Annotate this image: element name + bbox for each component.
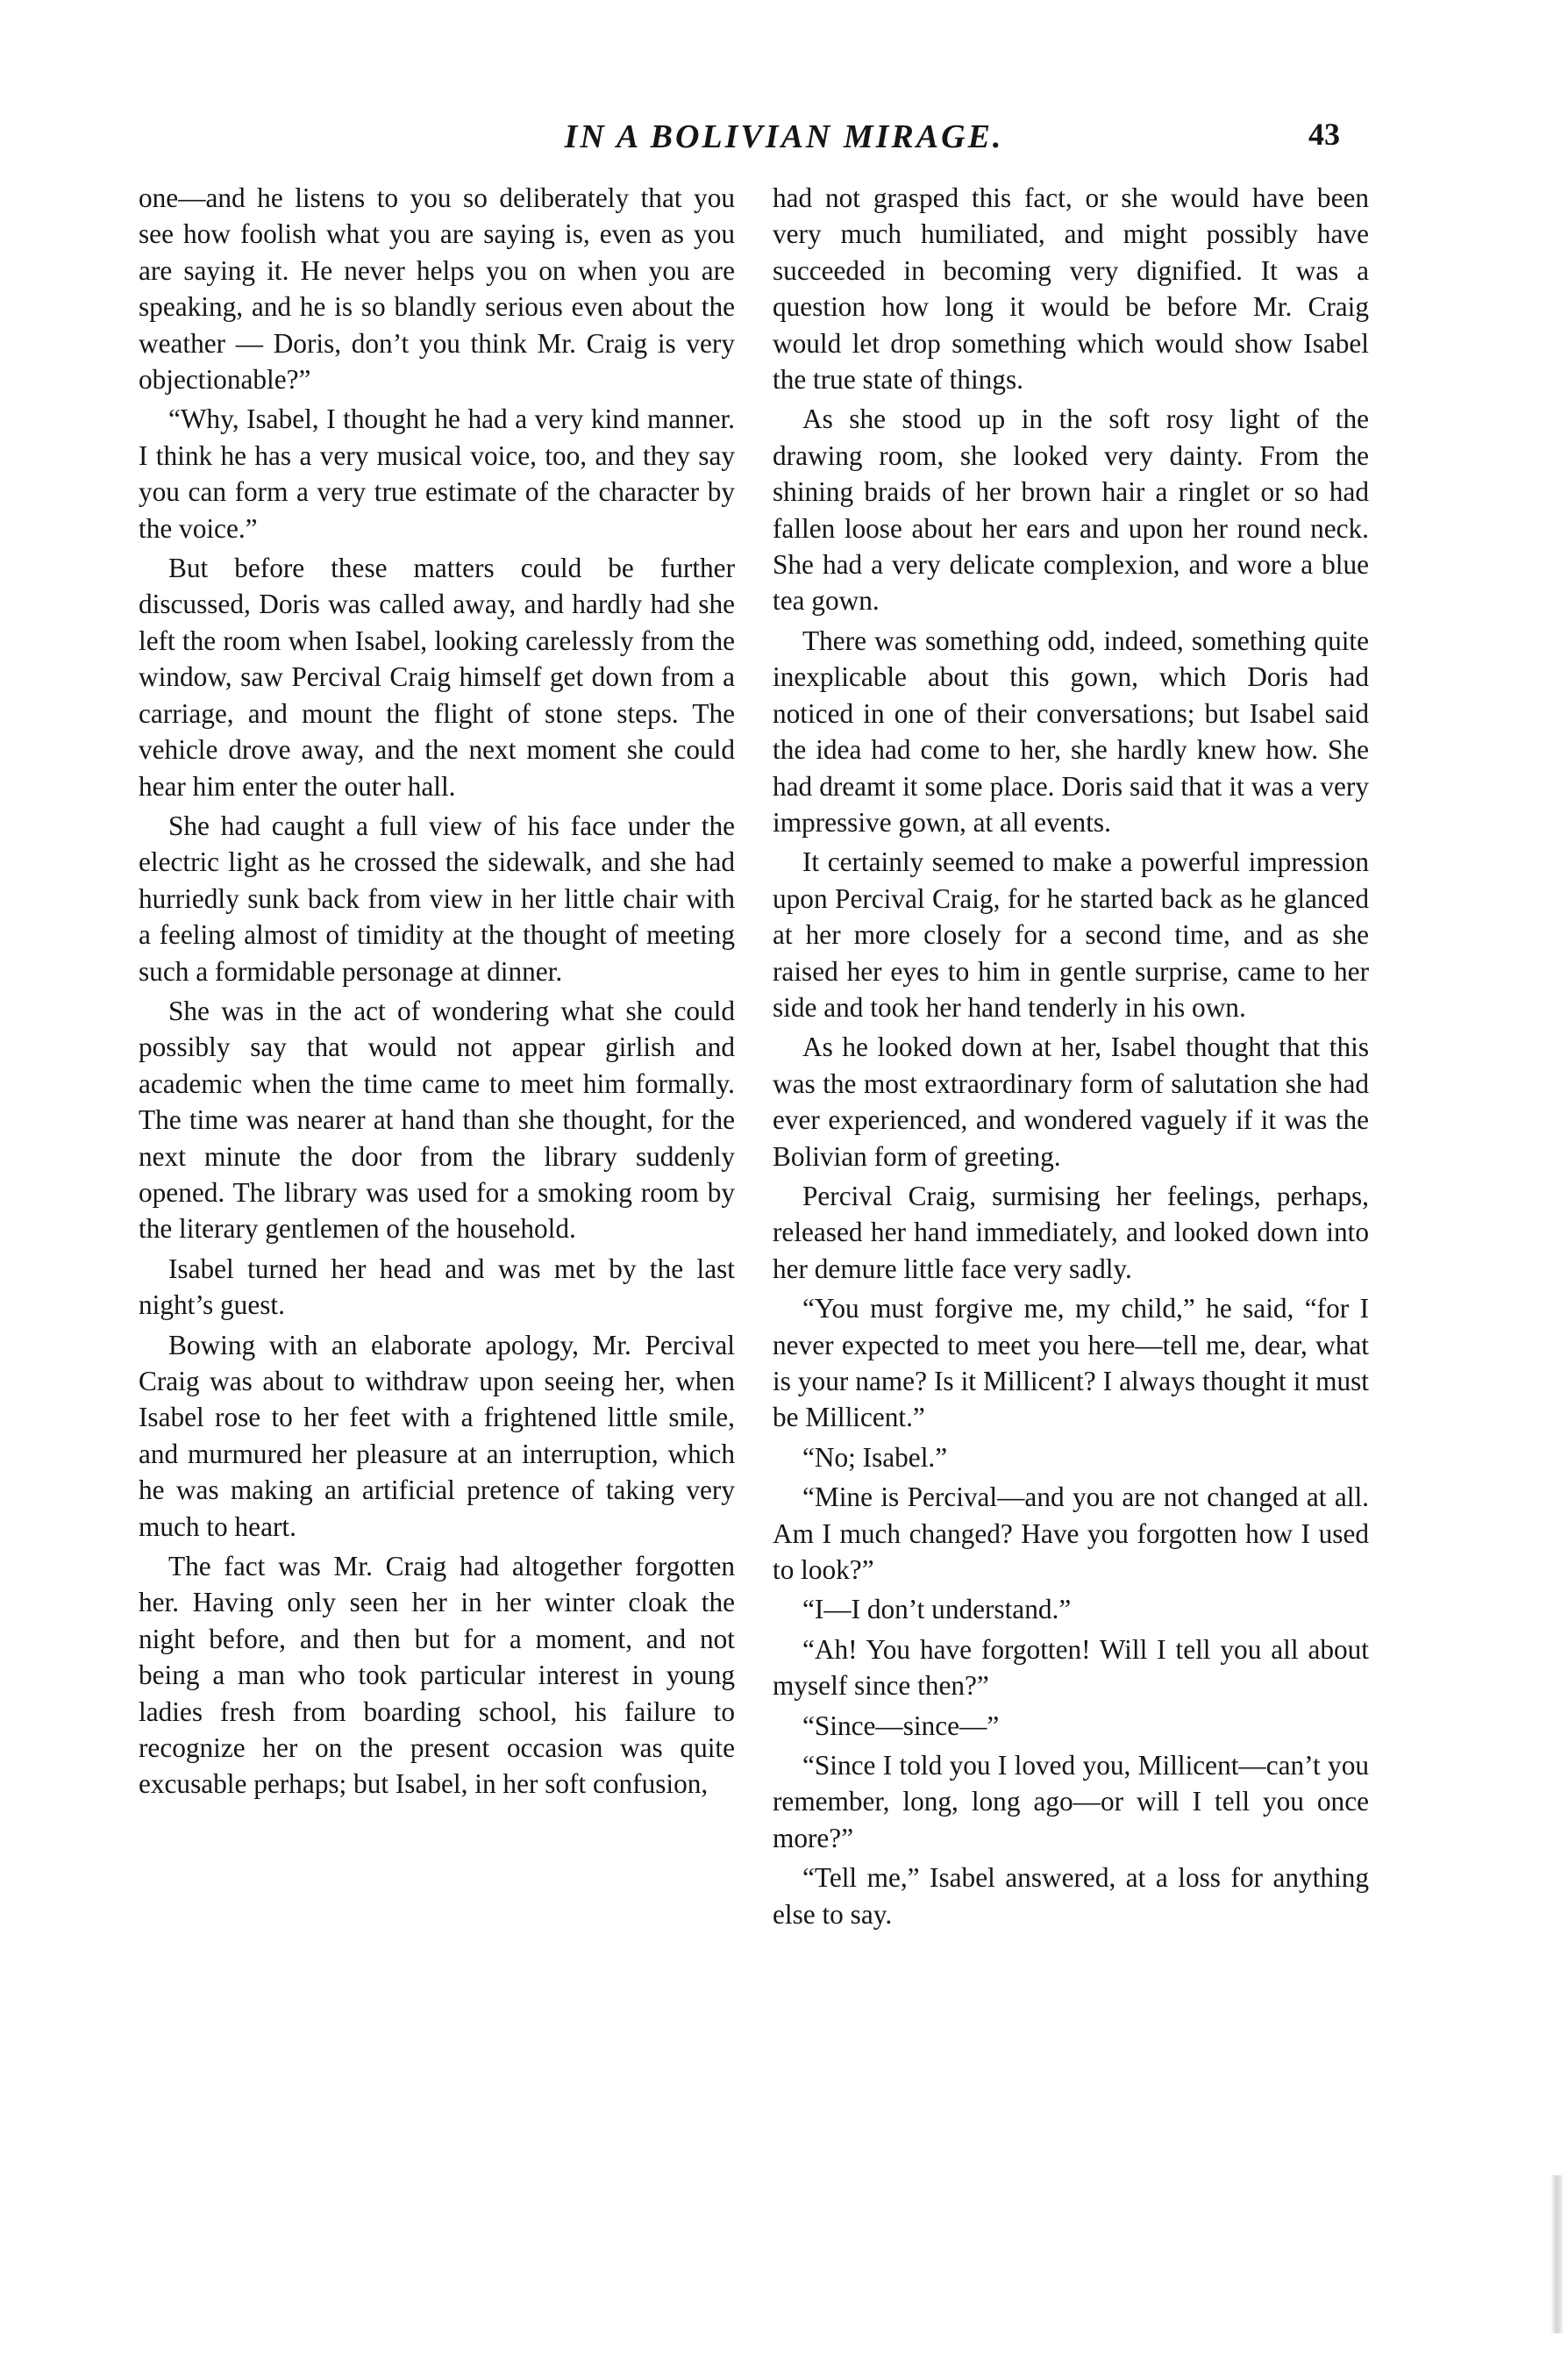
right-column: [773, 180, 1369, 1936]
paragraph: There was something odd, indeed, something quite inexplicable about this gown, which Doris had noticed in one of their conversations; but Isabel said the idea had come to her, she hardly knew how. She had dreamt it some place. Doris said that it was a very impressive gown, at all events.: [773, 625, 1369, 838]
paragraph: “Ah! You have forgotten! Will I tell you all about myself since then?”: [773, 1633, 1369, 1702]
paragraph: She had caught a full view of his face under the electric light as he crossed the sidewalk, and she had hurriedly sunk back from view in her little chair with a feeling almost of timidity at the thought of meeting such a formidable personage at dinner.: [139, 810, 735, 987]
paragraph: Bowing with an elaborate apology, Mr. Percival Craig was about to withdraw upon seeing her, when Isabel rose to her feet with a frightened little smile, and murmured her pleasure at an interruption, which he was making an artificial pretence of taking very much to heart.: [139, 1329, 735, 1542]
paragraph: But before these matters could be further discussed, Doris was called away, and hardly had she left the room when Isabel, looking carelessly from the window, saw Percival Craig himself get down from a carriage, and mount the flight of stone steps. The vehicle drove away, and the next moment she could hear him enter the outer hall.: [139, 553, 735, 802]
paragraph: “Tell me,” Isabel answered, at a loss for anything else to say.: [773, 1862, 1369, 1930]
paragraph: “Why, Isabel, I thought he had a very kind manner. I think he has a very musical voice, too, and they say you can form a very true estimate of the character by the voice.”: [139, 403, 735, 544]
paragraph: It certainly seemed to make a powerful impression upon Percival Craig, for he started back as he glanced at her more closely for a second time, and as she raised her eyes to him in gentle surprise, came to her side and took her hand tenderly in his own.: [773, 846, 1369, 1023]
paragraph: “I—I don’t understand.”: [802, 1594, 1072, 1625]
left-column: [139, 180, 735, 1806]
paragraph: “Mine is Percival—and you are not changed at all. Am I much changed? Have you forgotten how I used to look?”: [773, 1481, 1369, 1586]
page-number: 43: [1308, 117, 1340, 152]
page-edge-shadow: [1550, 2175, 1563, 2333]
paragraph: “Since—since—”: [802, 1710, 1000, 1741]
paragraph: “You must forgive me, my child,” he said, “for I never expected to meet you here—tell me, dear, what is your name? Is it Millicent? I always thought it must be Millicent.”: [773, 1293, 1369, 1433]
paragraph: The fact was Mr. Craig had altogether forgotten her. Having only seen her in her winter cloak the night before, and then but for a moment, and not being a man who took particular interest in young ladies fresh from boarding school, his failure to recognize her on the present occasion was quite excusable perhaps; but Isabel, in her soft confusion,: [139, 1551, 735, 1800]
paragraph: As he looked down at her, Isabel thought that this was the most extraordinary form of salutation she had ever experienced, and wondered vaguely if it was the Bolivian form of greeting.: [773, 1032, 1369, 1172]
paragraph: “No; Isabel.”: [802, 1441, 948, 1473]
paragraph: had not grasped this fact, or she would have been very much humiliated, and might possibly have succeeded in becoming very dignified. It was a question how long it would be before Mr. Craig would let drop something which would show Isabel the true state of things.: [773, 182, 1369, 396]
paragraph: Isabel turned her head and was met by the last night’s guest.: [139, 1253, 735, 1321]
paragraph: “Since I told you I loved you, Millicent—can’t you remember, long, long ago—or will I tell you once more?”: [773, 1750, 1369, 1853]
running-title: IN A BOLIVIAN MIRAGE.: [564, 118, 1004, 155]
paragraph: She was in the act of wondering what she could possibly say that would not appear girlish and academic when the time came to meet him formally. The time was nearer at hand than she thought, for the next minute the door from the library suddenly opened. The library was used for a smoking room by the literary gentlemen of the household.: [139, 995, 735, 1245]
paragraph: As she stood up in the soft rosy light of the drawing room, she looked very dainty. From the shining braids of her brown hair a ringlet or so had fallen loose about her ears and upon her round neck. She had a very delicate complexion, and wore a blue tea gown.: [773, 403, 1369, 617]
paragraph: one—and he listens to you so deliberately that you see how foolish what you are saying is, even as you are saying it. He never helps you on when you are speaking, and he is so blandly serious even about the weather — Doris, don’t you think Mr. Craig is very objectionable?”: [139, 182, 735, 396]
paragraph: Percival Craig, surmising her feelings, perhaps, released her hand immediately, and looked down into her demure little face very sadly.: [773, 1180, 1369, 1284]
